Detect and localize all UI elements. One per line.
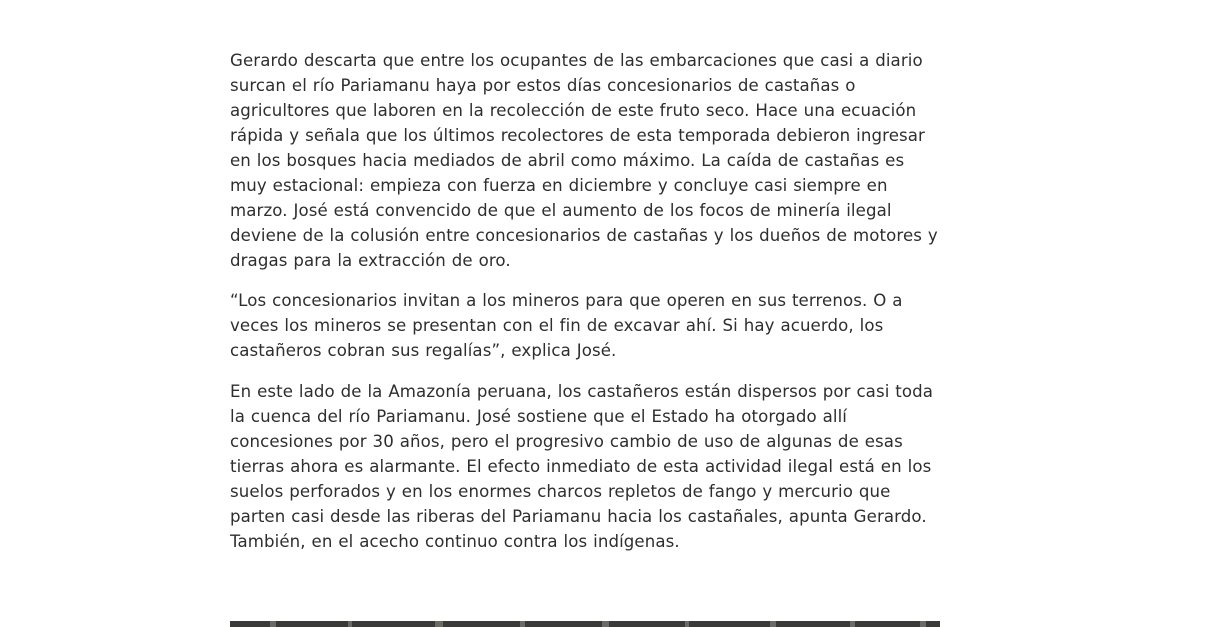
photo-texture [770,621,776,627]
photo-texture [348,621,352,627]
photo-texture [602,621,609,627]
photo-texture [850,621,855,627]
article-photo-top-edge [230,621,940,627]
article-paragraph-2: “Los concesionarios invitan a los mineros para que operen en sus terrenos. O a veces los mineros se presentan con el fin de excavar ahí. Si hay acuerdo, los castañeros cobran sus regalías”, explica José. [230,291,903,360]
photo-texture [435,621,443,627]
article-paragraph-1: Gerardo descarta que entre los ocupantes de las embarcaciones que casi a diario surcan el río Pariamanu haya por estos días concesionarios de castañas o agricultores que laboren en la recolección de este fruto seco. Hace una ecuación rápida y señala que los últimos recolectores de esta temporada debieron ingresar en los bosques hacia mediados de abril como máximo. La caída de castañas es muy estacional: empieza con fuerza en diciembre y concluye casi siempre en marzo. José está convencido de que el aumento de los focos de minería ilegal deviene de la colusión entre concesionarios de castañas y los dueños de motores y dragas para la extracción de oro. [230,51,938,270]
article-paragraph-3: En este lado de la Amazonía peruana, los castañeros están dispersos por casi toda la cuenca del río Pariamanu. José sostiene que el Estado ha otorgado allí concesiones por 30 años, pero el progresivo cambio de uso de algunas de esas tierras ahora es alarmante. El efecto inmediato de esta actividad ilegal está en los suelos perforados y en los enormes charcos repletos de fango y mercurio que parten casi desde las riberas del Pariamanu hacia los castañales, apunta Gerardo. También, en el acecho continuo contra los indígenas. [230,382,934,551]
photo-texture [520,621,525,627]
photo-texture [270,621,276,627]
photo-texture [685,621,689,627]
photo-texture [920,621,926,627]
